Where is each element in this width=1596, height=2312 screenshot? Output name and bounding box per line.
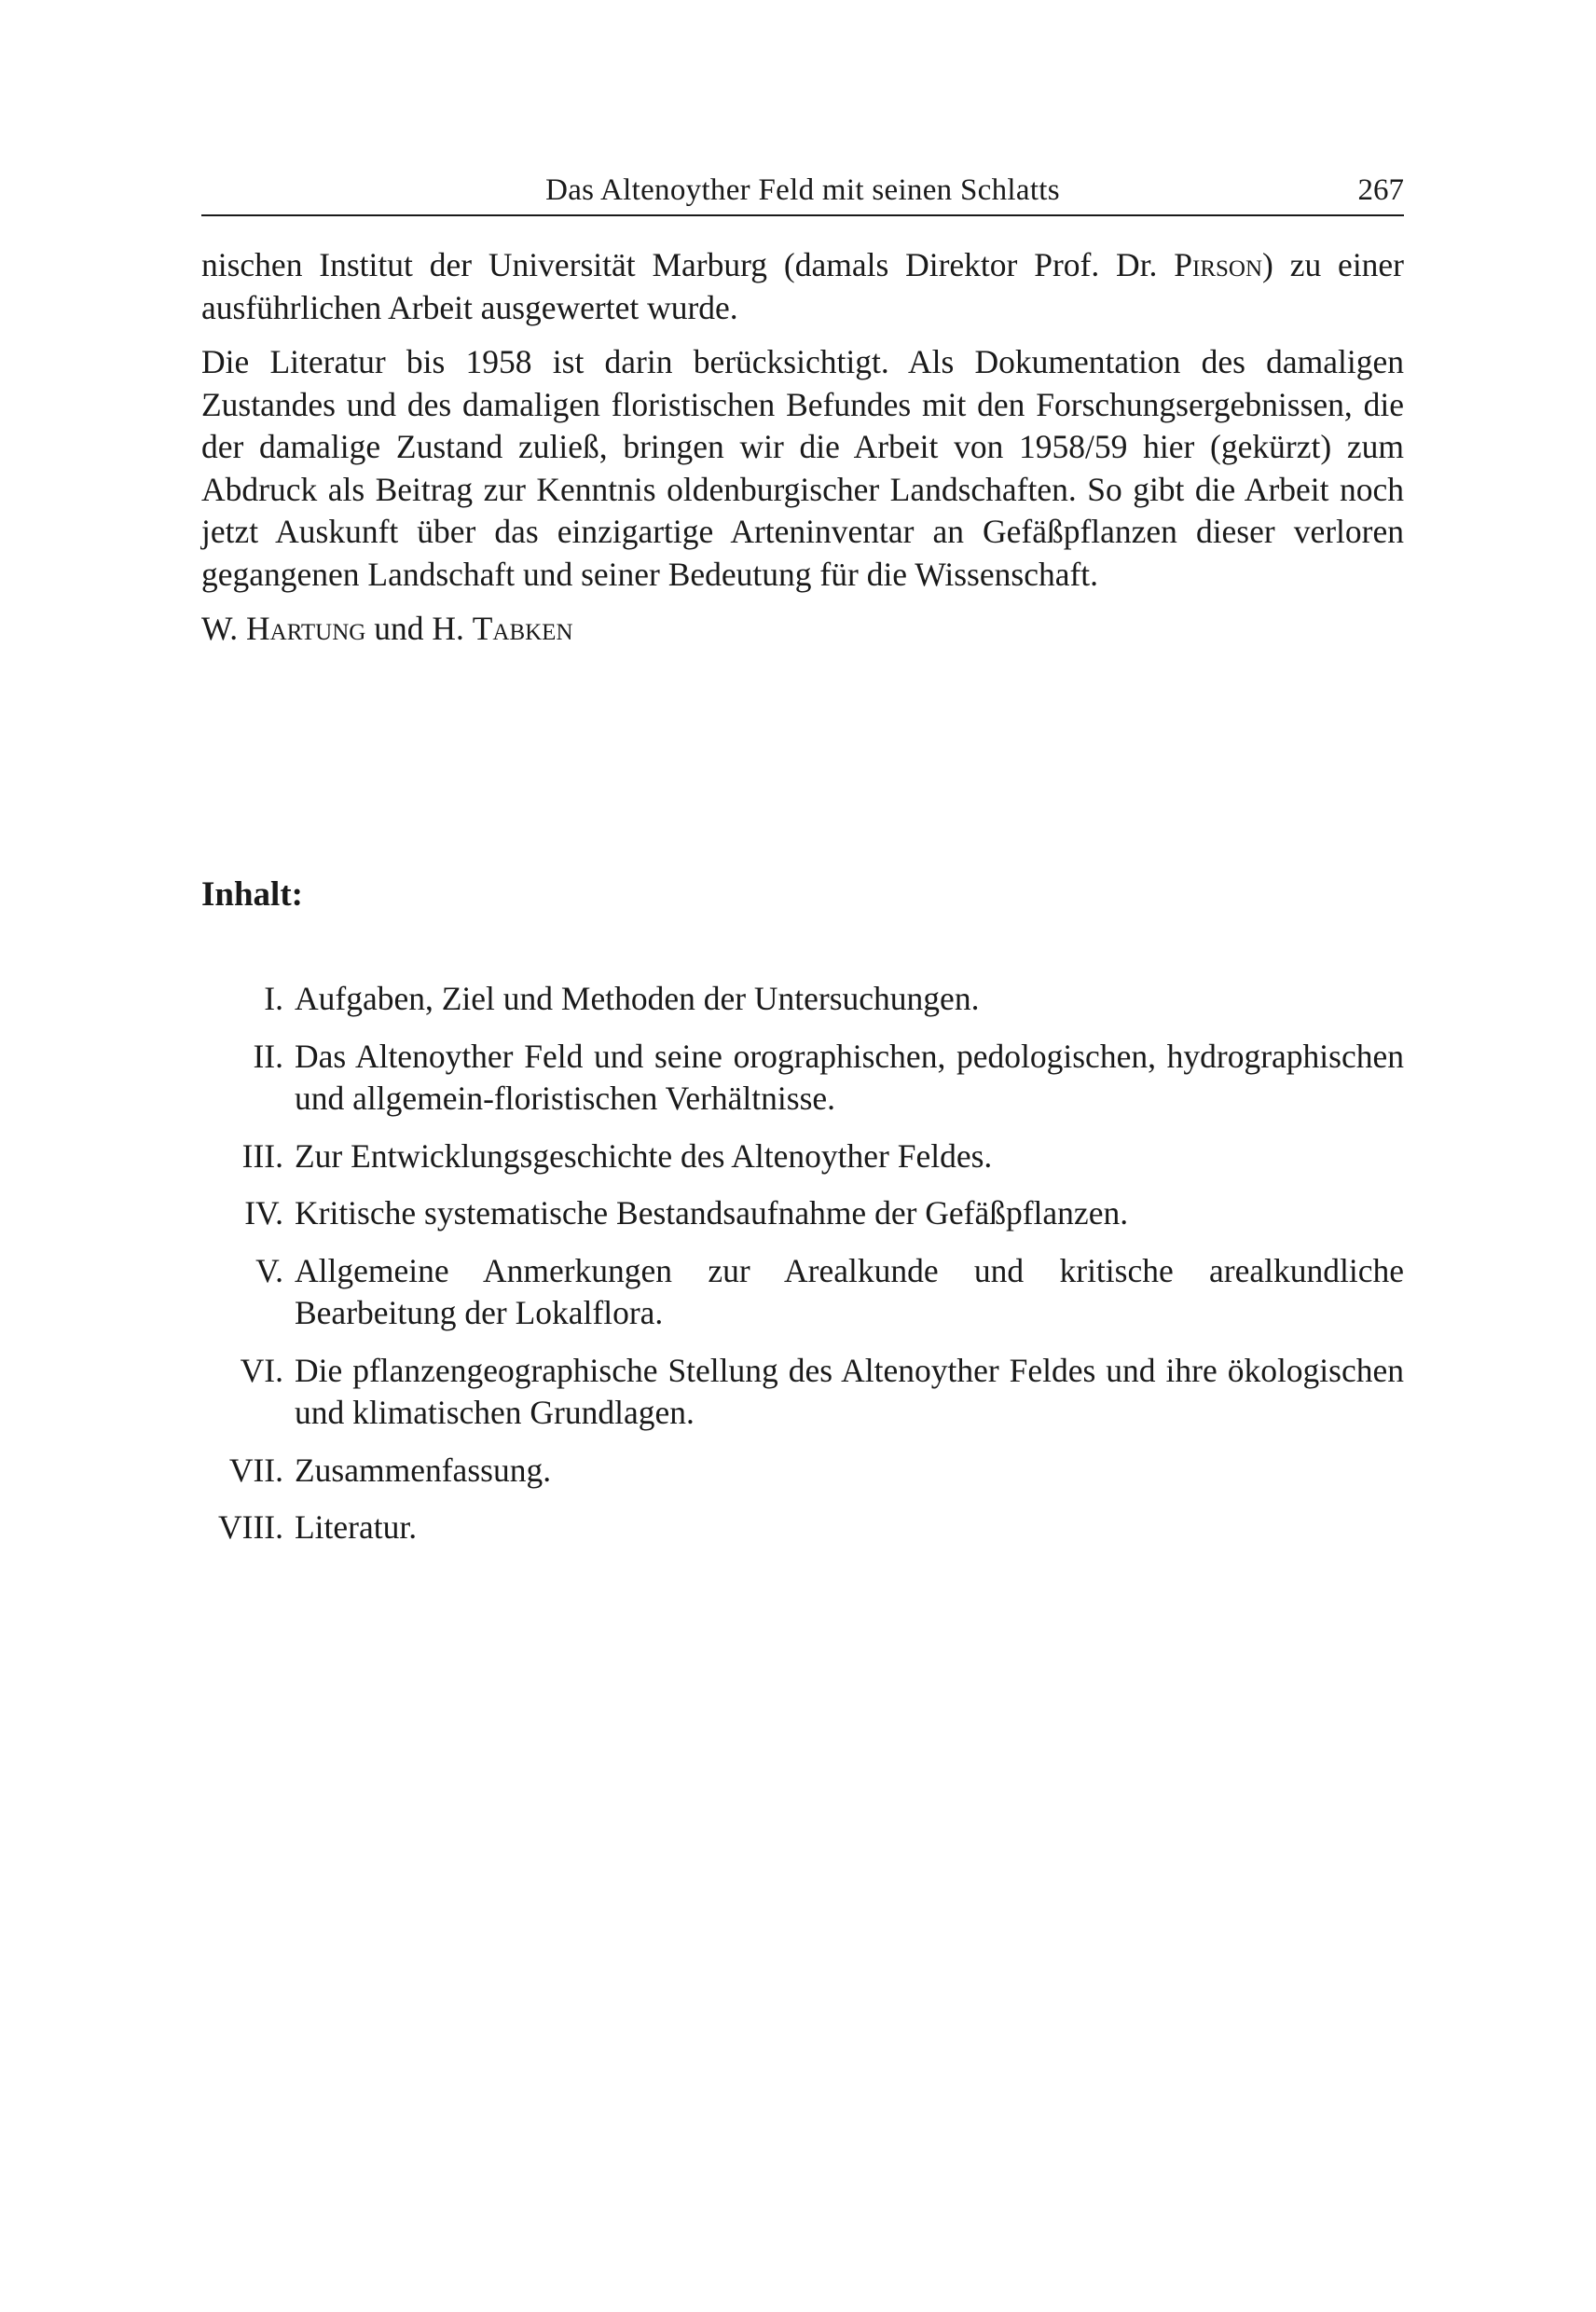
toc-item-number: V. bbox=[255, 1251, 283, 1289]
table-of-contents bbox=[201, 978, 1404, 1564]
toc-item bbox=[201, 1135, 1404, 1178]
toc-item-text: Das Altenoyther Feld und seine orographischen, pedologischen, hydrographischen und allgemein-floristischen Verhältnisse. bbox=[295, 1037, 1404, 1117]
toc-item-text: Allgemeine Anmerkungen zur Arealkunde und kritische arealkundliche Bearbeitung der Lokalflora. bbox=[295, 1251, 1404, 1331]
signature-name-2: Tabken bbox=[472, 610, 573, 647]
toc-item bbox=[201, 1507, 1404, 1549]
toc-item bbox=[201, 1036, 1404, 1121]
paragraph-1-text: nischen Institut der Universität Marburg (damals Direktor Prof. Dr. bbox=[201, 246, 1175, 283]
running-head bbox=[201, 170, 1404, 216]
toc-item bbox=[201, 1192, 1404, 1235]
toc-item-number: III. bbox=[241, 1136, 283, 1175]
toc-item-number: VII. bbox=[228, 1451, 283, 1489]
toc-heading: Inhalt: bbox=[201, 875, 303, 914]
toc-item bbox=[201, 978, 1404, 1021]
signature-initial-1: W. bbox=[201, 610, 246, 647]
toc-item bbox=[201, 1250, 1404, 1335]
running-title: Das Altenoyther Feld mit seinen Schlatts bbox=[545, 173, 1060, 207]
toc-item-number: II. bbox=[253, 1037, 283, 1075]
body-text bbox=[201, 244, 1404, 651]
toc-item-text: Zur Entwicklungsgeschichte des Altenoyther Feldes. bbox=[295, 1136, 993, 1175]
toc-item-text: Literatur. bbox=[295, 1508, 418, 1546]
toc-item-number: I. bbox=[264, 980, 283, 1017]
signature bbox=[201, 608, 1404, 651]
person-name-pirson: Pirson bbox=[1174, 246, 1263, 283]
page-number: 267 bbox=[1357, 173, 1404, 207]
signature-joiner: und H. bbox=[365, 610, 473, 647]
toc-item-text: Aufgaben, Ziel und Methoden der Untersuchungen. bbox=[295, 980, 980, 1017]
toc-item-text: Die pflanzengeographische Stellung des Altenoyther Feldes und ihre ökologischen und klimatischen Grundlagen. bbox=[295, 1351, 1404, 1431]
toc-item-number: VIII. bbox=[218, 1508, 283, 1546]
toc-item-text: Zusammenfassung. bbox=[295, 1451, 552, 1489]
paragraph-1 bbox=[201, 244, 1404, 329]
toc-item bbox=[201, 1350, 1404, 1435]
paragraph-1-tail: ) zu einer ausführlichen Arbeit ausgewertet wurde. bbox=[201, 246, 1405, 326]
paragraph-2: Die Literatur bis 1958 ist darin berücksichtigt. Als Dokumentation des damaligen Zustandes und des damaligen floristischen Befundes mit den Forschungsergebnissen, die der damalige Zustand zuließ, bringen wir die Arbeit von 1958/59 hier (gekürzt) zum Abdruck als Beitrag zur Kenntnis oldenburgischer Landschaften. So gibt die Arbeit noch jetzt Auskunft über das einzigartige Arteninventar an Gefäßpflanzen dieser verloren gegangenen Landschaft und seiner Bedeutung für die Wissenschaft. bbox=[201, 343, 1404, 593]
toc-item bbox=[201, 1450, 1404, 1493]
toc-item-number: VI. bbox=[240, 1351, 283, 1389]
toc-item-text: Kritische systematische Bestandsaufnahme der Gefäßpflanzen. bbox=[295, 1194, 1129, 1232]
toc-item-number: IV. bbox=[244, 1194, 283, 1232]
signature-name-1: Hartung bbox=[246, 610, 366, 647]
